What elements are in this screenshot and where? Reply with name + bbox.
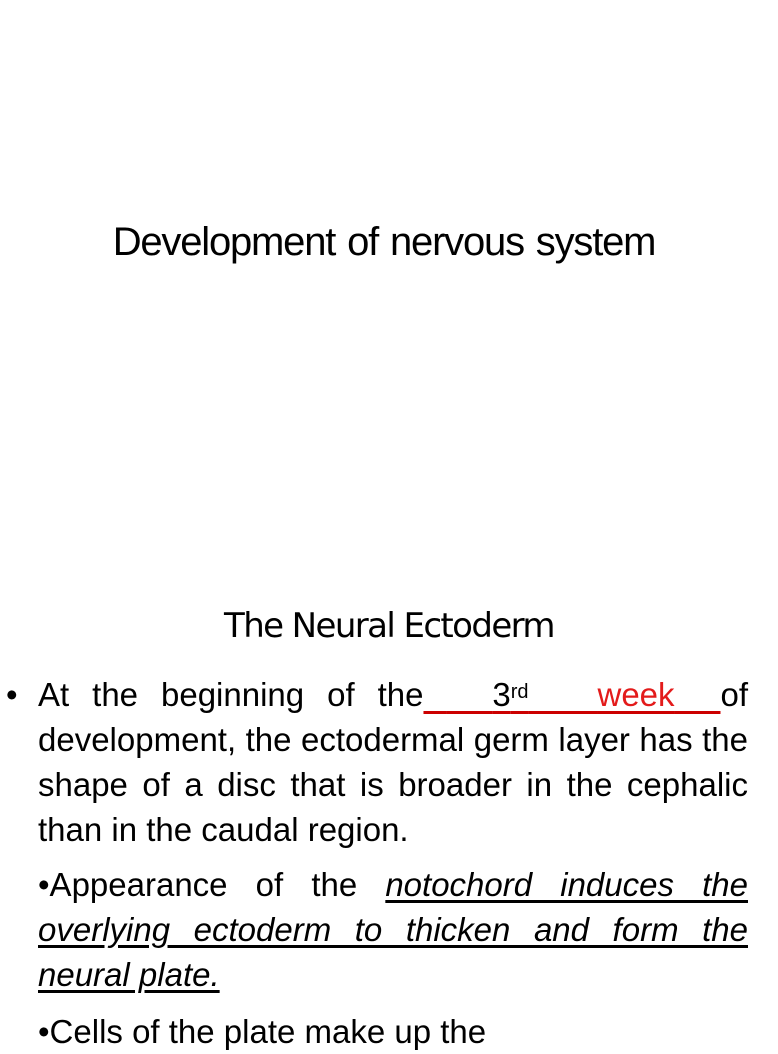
intro-tail-start: of [720, 676, 749, 713]
paragraph-cells [38, 1009, 748, 1054]
ordinal-number: 3 [492, 676, 511, 713]
bullet-marker: • [6, 676, 18, 713]
section-heading: The Neural Ectoderm [224, 606, 554, 646]
paragraph-intro [38, 672, 748, 852]
blank-word: week [597, 676, 675, 713]
slide-title: Development of nervous system [112, 220, 656, 264]
paragraph-notochord [38, 862, 748, 997]
notochord-lead-text: •Appearance of the [38, 866, 386, 903]
bullet-item [0, 672, 768, 1054]
ordinal-suffix: rd [510, 681, 529, 703]
fill-in-blank [423, 676, 720, 713]
intro-rest-text: development, the ectodermal germ layer has the shape of a disc that is broader in the cephalic than in the caudal region. [38, 721, 748, 848]
intro-lead-text: At the beginning of the [38, 676, 424, 713]
notochord-emphasis-text: notochord induces the overlying ectoderm to thicken and form the neural plate. [38, 866, 748, 993]
content-area [0, 672, 768, 1050]
cells-text: •Cells of the plate make up the [38, 1013, 487, 1050]
